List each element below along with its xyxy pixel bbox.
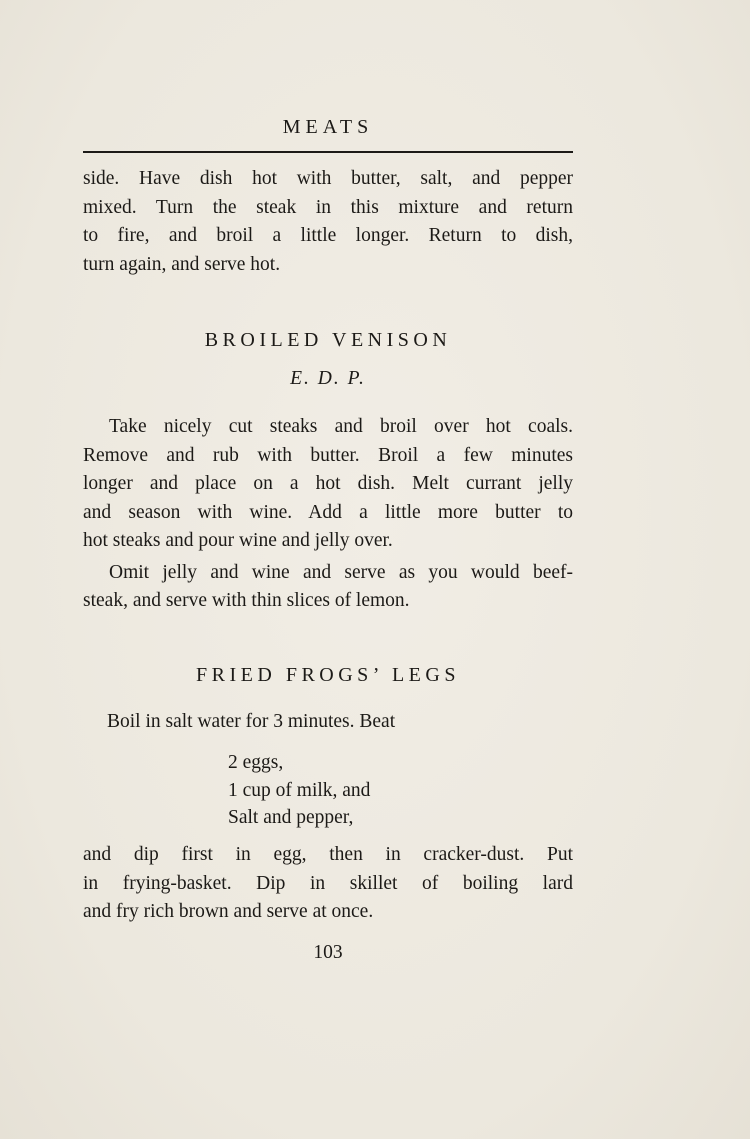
recipe-intro: [107, 708, 573, 737]
ingredient-item: Salt and pepper,: [228, 807, 354, 828]
text-line: Remove and rub with butter. Broil a few minutes: [83, 444, 573, 466]
text-line: steak, and serve with thin slices of lemon.: [83, 590, 410, 611]
text-line: side. Have dish hot with butter, salt, and pepper: [83, 168, 573, 189]
paragraph: [83, 413, 573, 556]
text-line: turn again, and serve hot.: [83, 253, 281, 275]
page-number: 103: [313, 942, 343, 963]
text-line: and season with wine. Add a little more butter to: [83, 501, 573, 523]
paragraph: [83, 559, 573, 616]
text-line: and fry rich brown and serve at once.: [83, 901, 374, 922]
ingredient-item: 2 eggs,: [228, 752, 284, 773]
text-line: in frying-basket. Dip in skillet of boiling lard: [83, 872, 573, 894]
text-line: hot steaks and pour wine and jelly over.: [83, 530, 393, 551]
recipe-title-broiled-venison: BROILED VENISON: [204, 329, 452, 351]
running-head: MEATS: [282, 116, 374, 138]
recipe-byline: E. D. P.: [290, 368, 366, 389]
text-line: mixed. Turn the steak in this mixture and return: [83, 196, 573, 218]
text-line: Take nicely cut steaks and broil over hot coals.: [109, 416, 573, 437]
text-line: Omit jelly and wine and serve as you would beef-: [109, 561, 573, 583]
text-line: and dip first in egg, then in cracker-dust. Put: [83, 844, 573, 865]
ingredient-item: 1 cup of milk, and: [228, 779, 371, 801]
text-line: longer and place on a hot dish. Melt currant jelly: [83, 473, 573, 494]
continued-paragraph: [83, 165, 573, 279]
recipe-title-fried-frogs-legs: FRIED FROGS’ LEGS: [196, 664, 460, 686]
text-line: to fire, and broil a little longer. Return to dish,: [83, 225, 573, 246]
recipe-body-broiled-venison: [83, 413, 573, 616]
text-line: Boil in salt water for 3 minutes. Beat: [107, 711, 396, 732]
recipe-closing: [83, 841, 573, 927]
header-rule: [83, 151, 573, 153]
ingredient-list: [228, 749, 370, 832]
